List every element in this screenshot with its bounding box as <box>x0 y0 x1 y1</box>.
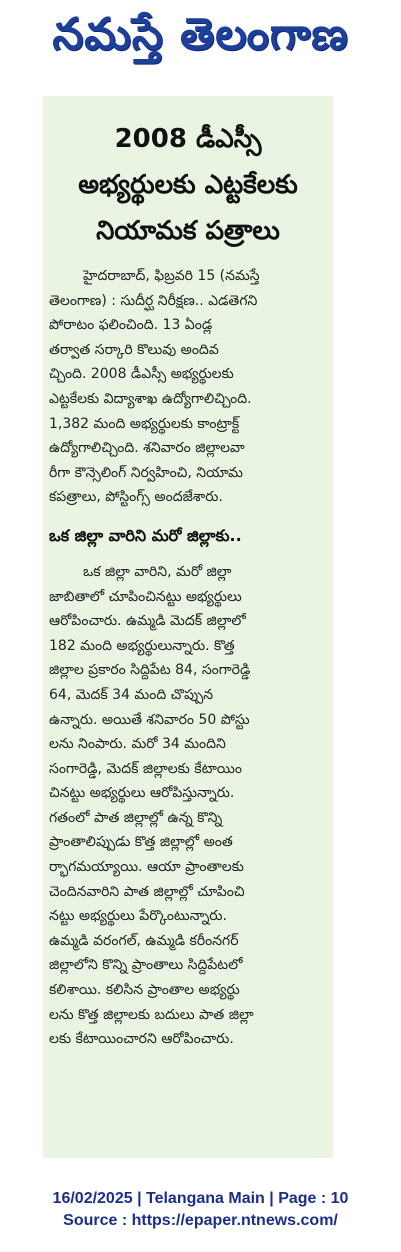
text-line: జాబితాలో చూపించినట్టు అభ్యర్థులు <box>49 588 242 605</box>
news-clipping <box>43 96 333 1158</box>
text-line: పోరాటం ఫలించింది. 13 ఏండ్ల <box>49 317 213 334</box>
headline-line: అభ్యర్థులకు ఎట్టకేలకు <box>78 170 298 200</box>
text-line: హైదరాబాద్, ఫిబ్రవరి 15 (నమస్తే <box>83 268 260 284</box>
article-headline <box>51 116 325 254</box>
text-line: ఒక జిల్లా వారిని, మరో జిల్లా <box>83 563 232 580</box>
text-line: కపత్రాలు, పోస్టింగ్స్ అందజేశారు. <box>49 489 223 506</box>
article-paragraph-1 <box>49 264 327 510</box>
text-line: ఆరోపించారు. ఉమ్మడి మెదక్ జిల్లాలో <box>49 613 246 630</box>
article-paragraph-2 <box>49 560 327 1052</box>
text-line: చెందినవారిని పాత జిల్లాల్లో చూపించి <box>49 883 245 900</box>
article-subheading: ఒక జిల్లా వారిని మరో జిల్లాకు.. <box>49 525 242 545</box>
text-line: ర్భాగమయ్యాయి. ఆయా ప్రాంతాలకు <box>49 859 244 876</box>
footer-source: Source : https://epaper.ntnews.com/ <box>63 1212 338 1229</box>
text-line: రీగా కౌన్సెలింగ్ నిర్వహించి, నియామ <box>49 464 243 481</box>
text-line: ఉన్నారు. అయితే శనివారం 50 పోస్టు <box>49 711 250 728</box>
text-line: 182 మంది అభ్యర్థులున్నారు. కొత్త <box>49 637 235 654</box>
footer-date-edition-page: 16/02/2025 | Telangana Main | Page : 10 <box>52 1190 349 1207</box>
text-line: తర్వాత సర్కారి కొలువు అందివ <box>49 341 219 358</box>
text-line: నట్టు అభ్యర్థులు పేర్కొంటున్నారు. <box>49 908 227 925</box>
headline-line: నియామక పత్రాలు <box>96 216 280 246</box>
text-line: ఉమ్మడి వరంగల్, ఉమ్మడి కరీంనగర్ <box>49 932 239 949</box>
text-line: కలిశాయి. కలిసిన ప్రాంతాల అభ్యర్థు <box>49 982 240 999</box>
text-line: లను కొత్త జిల్లాలకు బదులు పాత జిల్లా <box>49 1006 254 1023</box>
text-line: 1,382 మంది అభ్యర్థులకు కాంట్రాక్ట్ <box>49 415 240 432</box>
text-line: ఎట్టకేలకు విద్యాశాఖ ఉద్యోగాలిచ్చింది. <box>49 390 252 407</box>
text-line: చ్చింది. 2008 డీఎస్సీ అభ్యర్థులకు <box>49 366 234 383</box>
text-line: సంగారెడ్డి, మెదక్ జిల్లాలకు కేటాయిం <box>49 760 242 777</box>
masthead <box>0 0 401 80</box>
text-line: ఉద్యోగాలిచ్చింది. శనివారం జిల్లాలవా <box>49 440 245 457</box>
text-line: గతంలో పాత జిల్లాల్లో ఉన్న కొన్ని <box>49 809 223 826</box>
text-line: ప్రాంతాలిప్పుడు కొత్త జిల్లాల్లో అంత <box>49 834 233 851</box>
text-line: జిల్లాల ప్రకారం సిద్దిపేట 84, సంగారెడ్డి <box>49 662 251 679</box>
text-line: లకు కేటాయించారని ఆరోపించారు. <box>49 1031 234 1048</box>
masthead-logo-title: నమస్తే తెలంగాణ <box>52 9 349 60</box>
text-line: లను నింపారు. మరో 34 మందిని <box>49 736 226 753</box>
text-line: జిల్లాలోని కొన్ని ప్రాంతాలు సిద్దిపేటలో <box>49 957 243 974</box>
text-line: తెలంగాణ) : సుదీర్ఘ నిరీక్షణ.. ఎడతెగని <box>49 292 258 309</box>
text-line: 64, మెదక్ 34 మంది చొప్పున <box>49 686 214 703</box>
headline-line: 2008 డీఎస్సీ <box>114 124 262 154</box>
text-line: చినట్టు అభ్యర్థులు ఆరోపిస్తున్నారు. <box>49 785 235 802</box>
